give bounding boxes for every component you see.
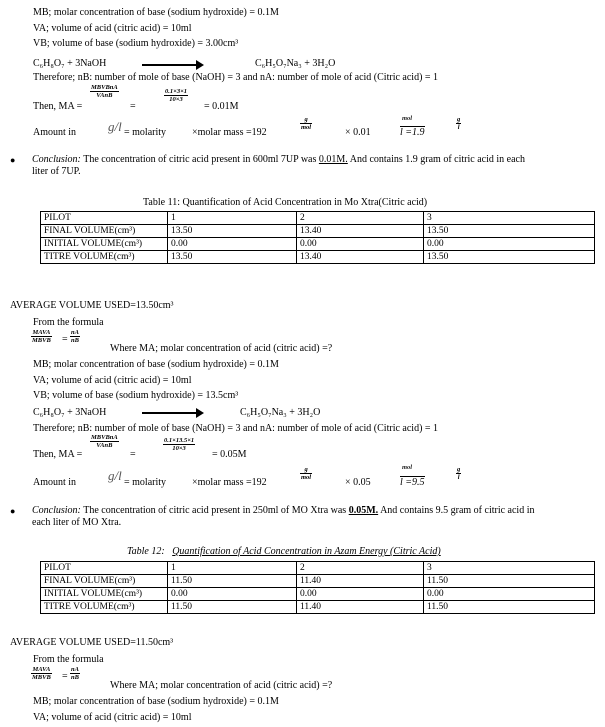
conclusion-text-2b: And contains 9.5 gram of citric acid in [378,505,535,516]
table-cell: 3 [424,562,595,575]
table-12-caption-text: Quantification of Acid Concentration in Azam Energy (Citric Acid) [172,546,441,557]
g-num-2: g [457,116,461,123]
conclusion-value-2: 0.05M. [348,505,379,516]
table-cell: 13.40 [297,225,424,238]
g-per-mol-2 [300,466,312,482]
therefore-line: Therefore; nB: number of mole of base (NaOH) = 3 and nA: number of mole of acid (Citric acid) = 1 [33,72,439,83]
table-row [41,225,595,238]
conclusion-text-c: liter of 7UP. [32,165,81,177]
table-cell: 11.40 [297,575,424,588]
l-equals: l =1.9 [400,127,425,138]
va-line-3: VA; volume of acid (citric acid) = 10ml [33,712,192,723]
table-row [41,562,595,575]
table-cell: 11.50 [168,601,297,614]
table-cell: 0.00 [297,588,424,601]
formula-num-r: nA [71,329,79,336]
calc-den-2: 10×3 [172,445,186,453]
table-cell: TITRE VOLUME(cm³) [41,601,168,614]
table-11-caption: Table 11: Quantification of Acid Concentration in Mo Xtra(Citric acid) [143,197,428,208]
ma-fraction-num: MBVBnA [91,84,118,91]
l-den-2: l [457,124,460,132]
table-cell: 13.50 [168,251,297,264]
ma-fraction-2 [90,434,119,450]
formula-den-r: nB [71,337,79,345]
table-cell: PILOT [41,212,168,225]
gl-symbol: g/l [108,119,122,134]
table-row [41,601,595,614]
then-label: Then, MA = [33,101,83,112]
reaction-arrow [142,64,202,66]
table-row [41,251,595,264]
conclusion-text-2: The concentration of citric acid present in 250ml of MO Xtra was [80,505,349,516]
table-cell: 11.50 [424,601,595,614]
table-12-caption-label: Table 12: [127,546,165,557]
table-cell: 3 [424,212,595,225]
table-cell: TITRE VOLUME(cm³) [41,251,168,264]
table-cell: INITIAL VOLUME(cm³) [41,588,168,601]
table-12-caption [127,546,441,558]
molar-mass-text: ×molar mass =192 [192,127,267,138]
table-11 [40,211,595,264]
table-cell: 13.40 [297,251,424,264]
g-num-4: g [457,466,461,473]
mol-den-3: mol [301,474,312,482]
equation-left-2: C₆H₈O₇ + 3NaOH [33,407,107,418]
times-value: × 0.01 [345,127,371,138]
conclusion-text: The concentration of citric acid present in 600ml 7UP was [80,154,319,165]
formula-num-l: MAVA [32,329,51,336]
ma-fraction-num-2: MBVBnA [91,434,118,441]
from-formula-3: From the formula [33,654,104,665]
where-line-2: Where MA; molar concentration of acid (citric acid) =? [110,343,333,354]
g-per-l [456,116,461,132]
table-cell: 0.00 [297,238,424,251]
formula-eq-3: = [62,671,68,682]
calc-fraction-2 [163,437,195,453]
mb-line-3: MB; molar concentration of base (sodium hydroxide) = 0.1M [33,696,279,707]
table-cell: PILOT [41,562,168,575]
formula-den-l-3: MBVB [32,674,51,682]
table-cell: 2 [297,212,424,225]
conclusion-1 [32,154,597,177]
times-value-2: × 0.05 [345,477,371,488]
bullet-icon: ● [10,155,16,165]
formula-left-2 [31,329,52,345]
l-den-4: l [457,474,460,482]
molar-mass-text-2: ×molar mass =192 [192,477,267,488]
ma-fraction [90,84,119,100]
formula-den-r-3: nB [71,674,79,682]
table-row [41,588,595,601]
table-cell: 13.50 [168,225,297,238]
table-cell: 0.00 [424,238,595,251]
mb-line: MB; molar concentration of base (sodium hydroxide) = 0.1M [33,7,279,18]
l-equals-2: l =9.5 [400,477,425,488]
eq-sign: = [130,101,136,112]
ma-fraction-den: VAnB [96,92,113,100]
mol-den: mol [301,124,312,132]
table-cell: 13.50 [424,251,595,264]
calc-den: 10×3 [169,96,183,104]
table-cell: 11.50 [424,575,595,588]
table-cell: 0.00 [424,588,595,601]
vb-line: VB; volume of base (sodium hydroxide) = 3.00cm³ [33,38,239,49]
conclusion-text-2c: each liter of MO Xtra. [32,516,122,528]
mb-line-2: MB; molar concentration of base (sodium hydroxide) = 0.1M [33,359,279,370]
equation-right: C₆H₅O₇Na₃ + 3H₂O [255,58,336,69]
table-row [41,575,595,588]
calc-fraction [164,88,188,104]
from-formula-2: From the formula [33,317,104,328]
conclusion-2 [32,505,597,528]
mol-over-2: mol [402,464,413,471]
then-label-2: Then, MA = [33,449,83,460]
formula-num-l-3: MAVA [32,666,51,673]
g-num-3: g [300,466,312,474]
ma-result: = 0.01M [204,101,239,112]
calc-num-2: 0.1×13.5×1 [164,437,195,444]
average-volume-2: AVERAGE VOLUME USED=13.50cm³ [10,300,174,311]
table-cell: 11.40 [297,601,424,614]
therefore-line-2: Therefore; nB: number of mole of base (NaOH) = 3 and nA: number of mole of acid (Citric acid) = 1 [33,423,439,434]
va-line: VA; volume of acid (citric acid) = 10ml [33,23,192,34]
formula-num-r-3: nA [71,666,79,673]
table-cell: 1 [168,562,297,575]
conclusion-value: 0.01M. [318,154,348,165]
formula-right-3 [70,666,80,682]
table-cell: 0.00 [168,238,297,251]
conclusion-text-b: And contains 1.9 gram of citric acid in each [347,154,525,165]
table-cell: 2 [297,562,424,575]
mol-over: mol [402,115,413,122]
molarity-text-2: = molarity [124,477,167,488]
table-cell: 0.00 [168,588,297,601]
conclusion-label-2: Conclusion: [32,505,81,516]
molarity-text: = molarity [124,127,167,138]
table-cell: FINAL VOLUME(cm³) [41,575,168,588]
vb-line-2: VB; volume of base (sodium hydroxide) = 13.5cm³ [33,390,239,401]
g-num: g [300,116,312,124]
table-cell: FINAL VOLUME(cm³) [41,225,168,238]
conclusion-label: Conclusion: [32,154,81,165]
equation-right-2: C₆H₅O₇Na₃ + 3H₂O [240,407,321,418]
table-cell: INITIAL VOLUME(cm³) [41,238,168,251]
table-row [41,212,595,225]
formula-eq-2: = [62,334,68,345]
table-row [41,238,595,251]
g-per-mol [300,116,312,132]
table-cell: 1 [168,212,297,225]
g-per-l-2 [456,466,461,482]
table-cell: 13.50 [424,225,595,238]
ma-fraction-den-2: VAnB [96,442,113,450]
equation-left: C₆H₈O₇ + 3NaOH [33,58,107,69]
where-line-3: Where MA; molar concentration of acid (citric acid) =? [110,680,333,691]
calc-num: 0.1×3×1 [165,88,188,95]
amount-label-2: Amount in [33,477,77,488]
table-cell: 11.50 [168,575,297,588]
table-12 [40,561,595,614]
formula-den-l: MBVB [32,337,51,345]
bullet-icon: ● [10,506,16,516]
va-line-2: VA; volume of acid (citric acid) = 10ml [33,375,192,386]
reaction-arrow-2 [142,412,202,414]
amount-label: Amount in [33,127,77,138]
formula-right-2 [70,329,80,345]
average-volume-3: AVERAGE VOLUME USED=11.50cm³ [10,637,174,648]
eq-sign-2: = [130,449,136,460]
ma-result-2: = 0.05M [212,449,247,460]
formula-left-3 [31,666,52,682]
gl-symbol-2: g/l [108,468,122,483]
